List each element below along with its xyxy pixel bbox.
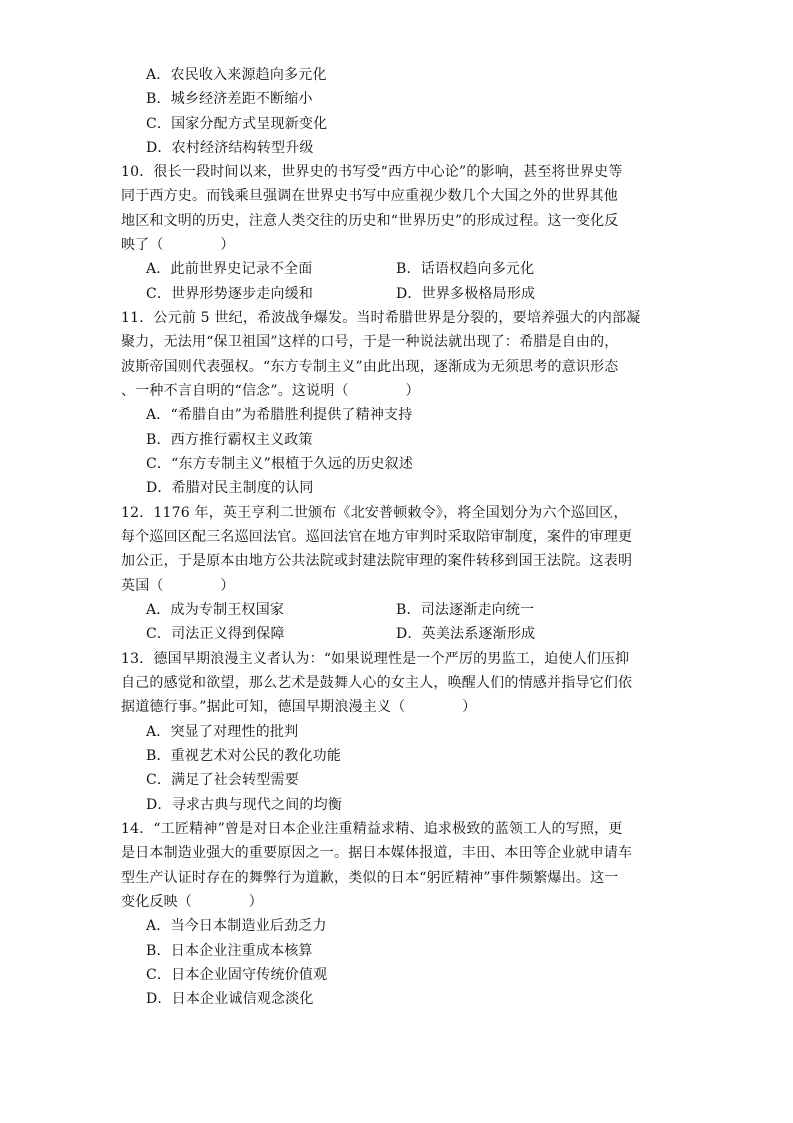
q10-stem-line: 映了（ ） xyxy=(121,237,235,253)
q13-stem-line: 自己的感觉和欲望，那么艺术是鼓舞人心的女主人，唤醒人们的情感并指导它们依 xyxy=(121,675,633,691)
q12-stem-line: 12．1176 年，英王亨利二世颁布《北安普顿敕令》，将全国划分为六个巡回区， xyxy=(121,505,628,521)
q11-option-a: A．“希腊自由”为希腊胜利提供了精神支持 xyxy=(146,407,413,423)
q14-option-a: A．当今日本制造业后劲乏力 xyxy=(146,918,327,934)
q10-option-b: B．话语权趋向多元化 xyxy=(396,261,535,277)
q11-option-d: D．希腊对民主制度的认同 xyxy=(146,480,314,496)
q14-stem-line: 是日本制造业强大的重要原因之一。据日本媒体报道，丰田、本田等企业就申请车 xyxy=(121,845,633,861)
q10-option-a: A．此前世界史记录不全面 xyxy=(146,261,313,277)
q9-option-b: B．城乡经济差距不断缩小 xyxy=(146,91,313,107)
q13-stem-line: 13．德国早期浪漫主义者认为：“如果说理性是一个严厉的男监工，迫使人们压抑 xyxy=(121,651,630,667)
q14-stem-line: 14．“工匠精神”曾是对日本企业注重精益求精、追求极致的蓝领工人的写照，更 xyxy=(121,821,623,837)
q10-stem-line: 地区和文明的历史，注意人类交往的历史和“世界历史”的形成过程。这一变化反 xyxy=(121,213,619,229)
q12-stem-line: 英国（ ） xyxy=(121,578,235,594)
q13-option-b: B．重视艺术对公民的教化功能 xyxy=(146,748,342,764)
q9-option-c: C．国家分配方式呈现新变化 xyxy=(146,116,328,132)
q11-stem-line: 、一种不言自明的“信念”。这说明（ ） xyxy=(121,383,420,399)
q13-option-d: D．寻求古典与现代之间的均衡 xyxy=(146,797,343,813)
q10-option-c: C．世界形势逐步走向缓和 xyxy=(146,286,314,302)
q12-option-d: D．英美法系逐渐形成 xyxy=(396,626,536,642)
q10-stem-line: 10．很长一段时间以来，世界史的书写受“西方中心论”的影响，甚至将世界史等 xyxy=(121,164,623,180)
q11-stem-line: 聚力，无法用“保卫祖国”这样的口号，于是一种说法就出现了：希腊是自由的， xyxy=(121,334,619,350)
q12-stem-line: 每个巡回区配三名巡回法官。巡回法官在地方审判时采取陪审制度，案件的审理更 xyxy=(121,529,633,545)
q10-stem-line: 同于西方史。而钱乘旦强调在世界史书写中应重视少数几个大国之外的世界其他 xyxy=(121,188,618,204)
q11-option-c: C．“东方专制主义”根植于久远的历史叙述 xyxy=(146,456,414,472)
q12-option-a: A．成为专制王权国家 xyxy=(146,602,285,618)
q11-stem-line: 波斯帝国则代表强权。“东方专制主义”由此出现，逐渐成为无须思考的意识形态 xyxy=(121,359,619,375)
q14-option-c: C．日本企业固守传统价值观 xyxy=(146,967,328,983)
q9-option-d: D．农村经济结构转型升级 xyxy=(146,140,314,156)
q11-stem-line: 11．公元前 5 世纪，希波战争爆发。当时希腊世界是分裂的，要培养强大的内部凝 xyxy=(121,310,641,326)
q11-option-b: B．西方推行霸权主义政策 xyxy=(146,432,313,448)
q14-stem-line: 型生产认证时存在的舞弊行为道歉，类似的日本“躬匠精神”事件频繁爆出。这一 xyxy=(121,870,619,886)
q14-stem-line: 变化反映（ ） xyxy=(121,894,263,910)
q9-option-a: A．农民收入来源趋向多元化 xyxy=(146,67,327,83)
q10-option-d: D．世界多极格局形成 xyxy=(396,286,536,302)
q13-option-a: A．突显了对理性的批判 xyxy=(146,724,299,740)
q12-option-c: C．司法正义得到保障 xyxy=(146,626,285,642)
q14-option-d: D．日本企业诚信观念淡化 xyxy=(146,991,314,1007)
q14-option-b: B．日本企业注重成本核算 xyxy=(146,943,313,959)
q12-option-b: B．司法逐渐走向统一 xyxy=(396,602,535,618)
q13-stem-line: 据道德行事。”据此可知，德国早期浪漫主义（ ） xyxy=(121,699,477,715)
q13-option-c: C．满足了社会转型需要 xyxy=(146,772,299,788)
q12-stem-line: 加公正，于是原本由地方公共法院或封建法院审理的案件转移到国王法院。这表明 xyxy=(121,553,633,569)
